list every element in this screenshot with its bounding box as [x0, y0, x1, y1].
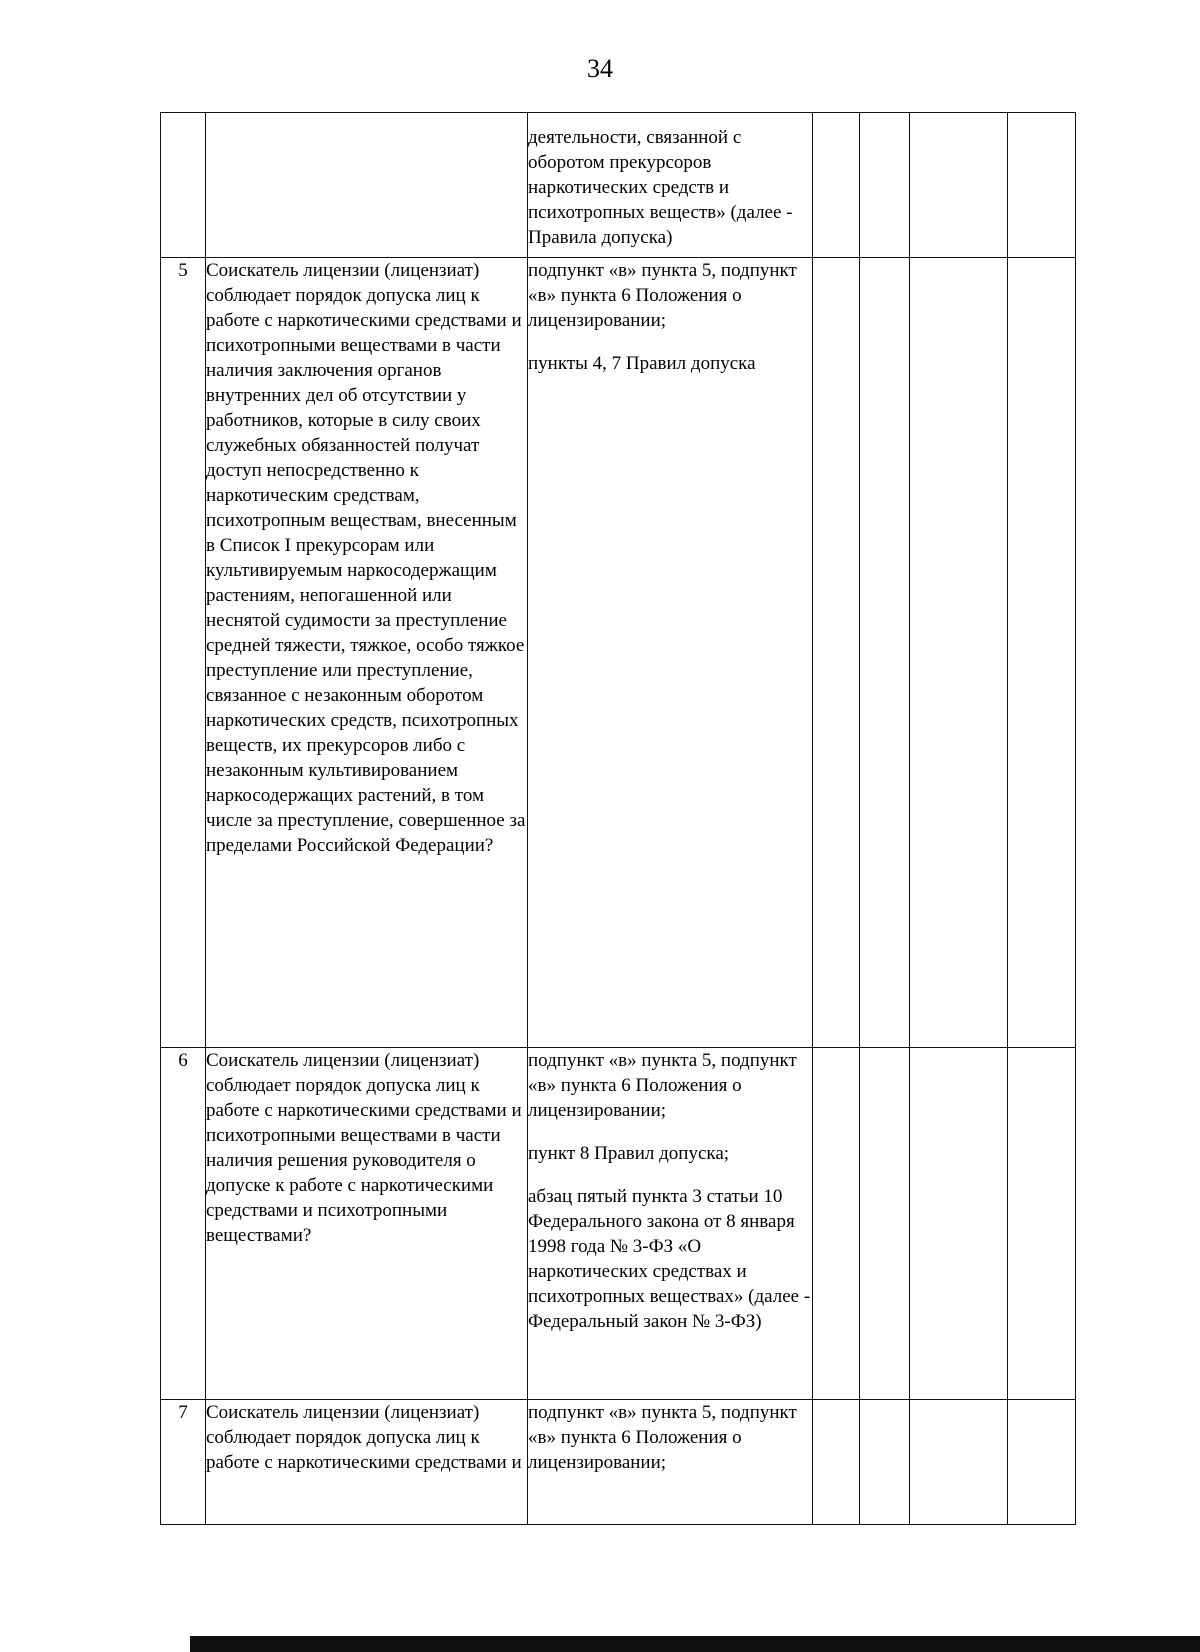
reference-paragraph: подпункт «в» пункта 5, подпункт «в» пункта 6 Положения о лицензировании; — [528, 1402, 797, 1473]
reference-cell — [528, 1400, 813, 1525]
scan-edge-shadow — [190, 1636, 1200, 1652]
reference-paragraph: пункты 4, 7 Правил допуска — [528, 353, 756, 374]
requirements-table — [160, 112, 1076, 1525]
notes-cell — [1008, 1400, 1076, 1525]
reference-paragraph: подпункт «в» пункта 5, подпункт «в» пункта 6 Положения о лицензировании; — [528, 1050, 797, 1121]
table-row-7 — [161, 1400, 1076, 1525]
question-text: Соискатель лицензии (лицензиат) соблюдает порядок допуска лиц к работе с наркотическими средствами и психотропными веществами в части наличия заключения органов внутренних дел об отсутствии у работников, которые в силу своих служебных обязанностей получат доступ непосредственно к наркотическим средствам, психотропным веществам, внесенным в Список I прекурсорам или культивируемым наркосодержащим растениям, непогашенной или неснятой судимости за преступление средней тяжести, тяжкое, особо тяжкое преступление или преступление, связанное с незаконным оборотом наркотических средств, психотропных веществ, их прекурсоров либо с незаконным культивированием наркосодержащих растений, в том числе за преступление, совершенное за пределами Российской Федерации? — [206, 258, 528, 1048]
notes-cell — [1008, 258, 1076, 1048]
row-number-cell — [161, 113, 206, 258]
table-row-5 — [161, 258, 1076, 1048]
row-number: 5 — [161, 258, 206, 1048]
question-text: Соискатель лицензии (лицензиат) соблюдает порядок допуска лиц к работе с наркотическими средствами и — [206, 1400, 528, 1525]
answer-no-cell — [860, 113, 910, 258]
reference-cell — [528, 1048, 813, 1400]
table-row-continuation — [161, 113, 1076, 258]
row-number: 6 — [161, 1048, 206, 1400]
question-cell — [206, 113, 528, 258]
answer-na-cell — [910, 1400, 1008, 1525]
answer-na-cell — [910, 113, 1008, 258]
reference-cell — [528, 258, 813, 1048]
answer-no-cell — [860, 1048, 910, 1400]
answer-no-cell — [860, 258, 910, 1048]
notes-cell — [1008, 113, 1076, 258]
reference-paragraph: пункт 8 Правил допуска; — [528, 1143, 730, 1164]
answer-na-cell — [910, 258, 1008, 1048]
answer-yes-cell — [813, 113, 860, 258]
answer-no-cell — [860, 1400, 910, 1525]
reference-paragraph: абзац пятый пункта 3 статьи 10 Федерального закона от 8 января 1998 года № 3-ФЗ «О наркотических средствах и психотропных веществах» (далее - Федеральный закон № 3-ФЗ) — [528, 1186, 811, 1332]
reference-continuation-text: деятельности, связанной с оборотом прекурсоров наркотических средств и психотропных веществ» (далее - Правила допуска) — [528, 127, 793, 248]
reference-cell — [528, 113, 813, 258]
question-text: Соискатель лицензии (лицензиат) соблюдает порядок допуска лиц к работе с наркотическими средствами и психотропными веществами в части наличия решения руководителя о допуске к работе с наркотическими средствами и психотропными веществами? — [206, 1048, 528, 1400]
reference-paragraph: подпункт «в» пункта 5, подпункт «в» пункта 6 Положения о лицензировании; — [528, 260, 797, 331]
answer-yes-cell — [813, 1400, 860, 1525]
table-row-6 — [161, 1048, 1076, 1400]
answer-yes-cell — [813, 1048, 860, 1400]
row-number: 7 — [161, 1400, 206, 1525]
answer-na-cell — [910, 1048, 1008, 1400]
page-number: 34 — [587, 54, 613, 83]
notes-cell — [1008, 1048, 1076, 1400]
answer-yes-cell — [813, 258, 860, 1048]
